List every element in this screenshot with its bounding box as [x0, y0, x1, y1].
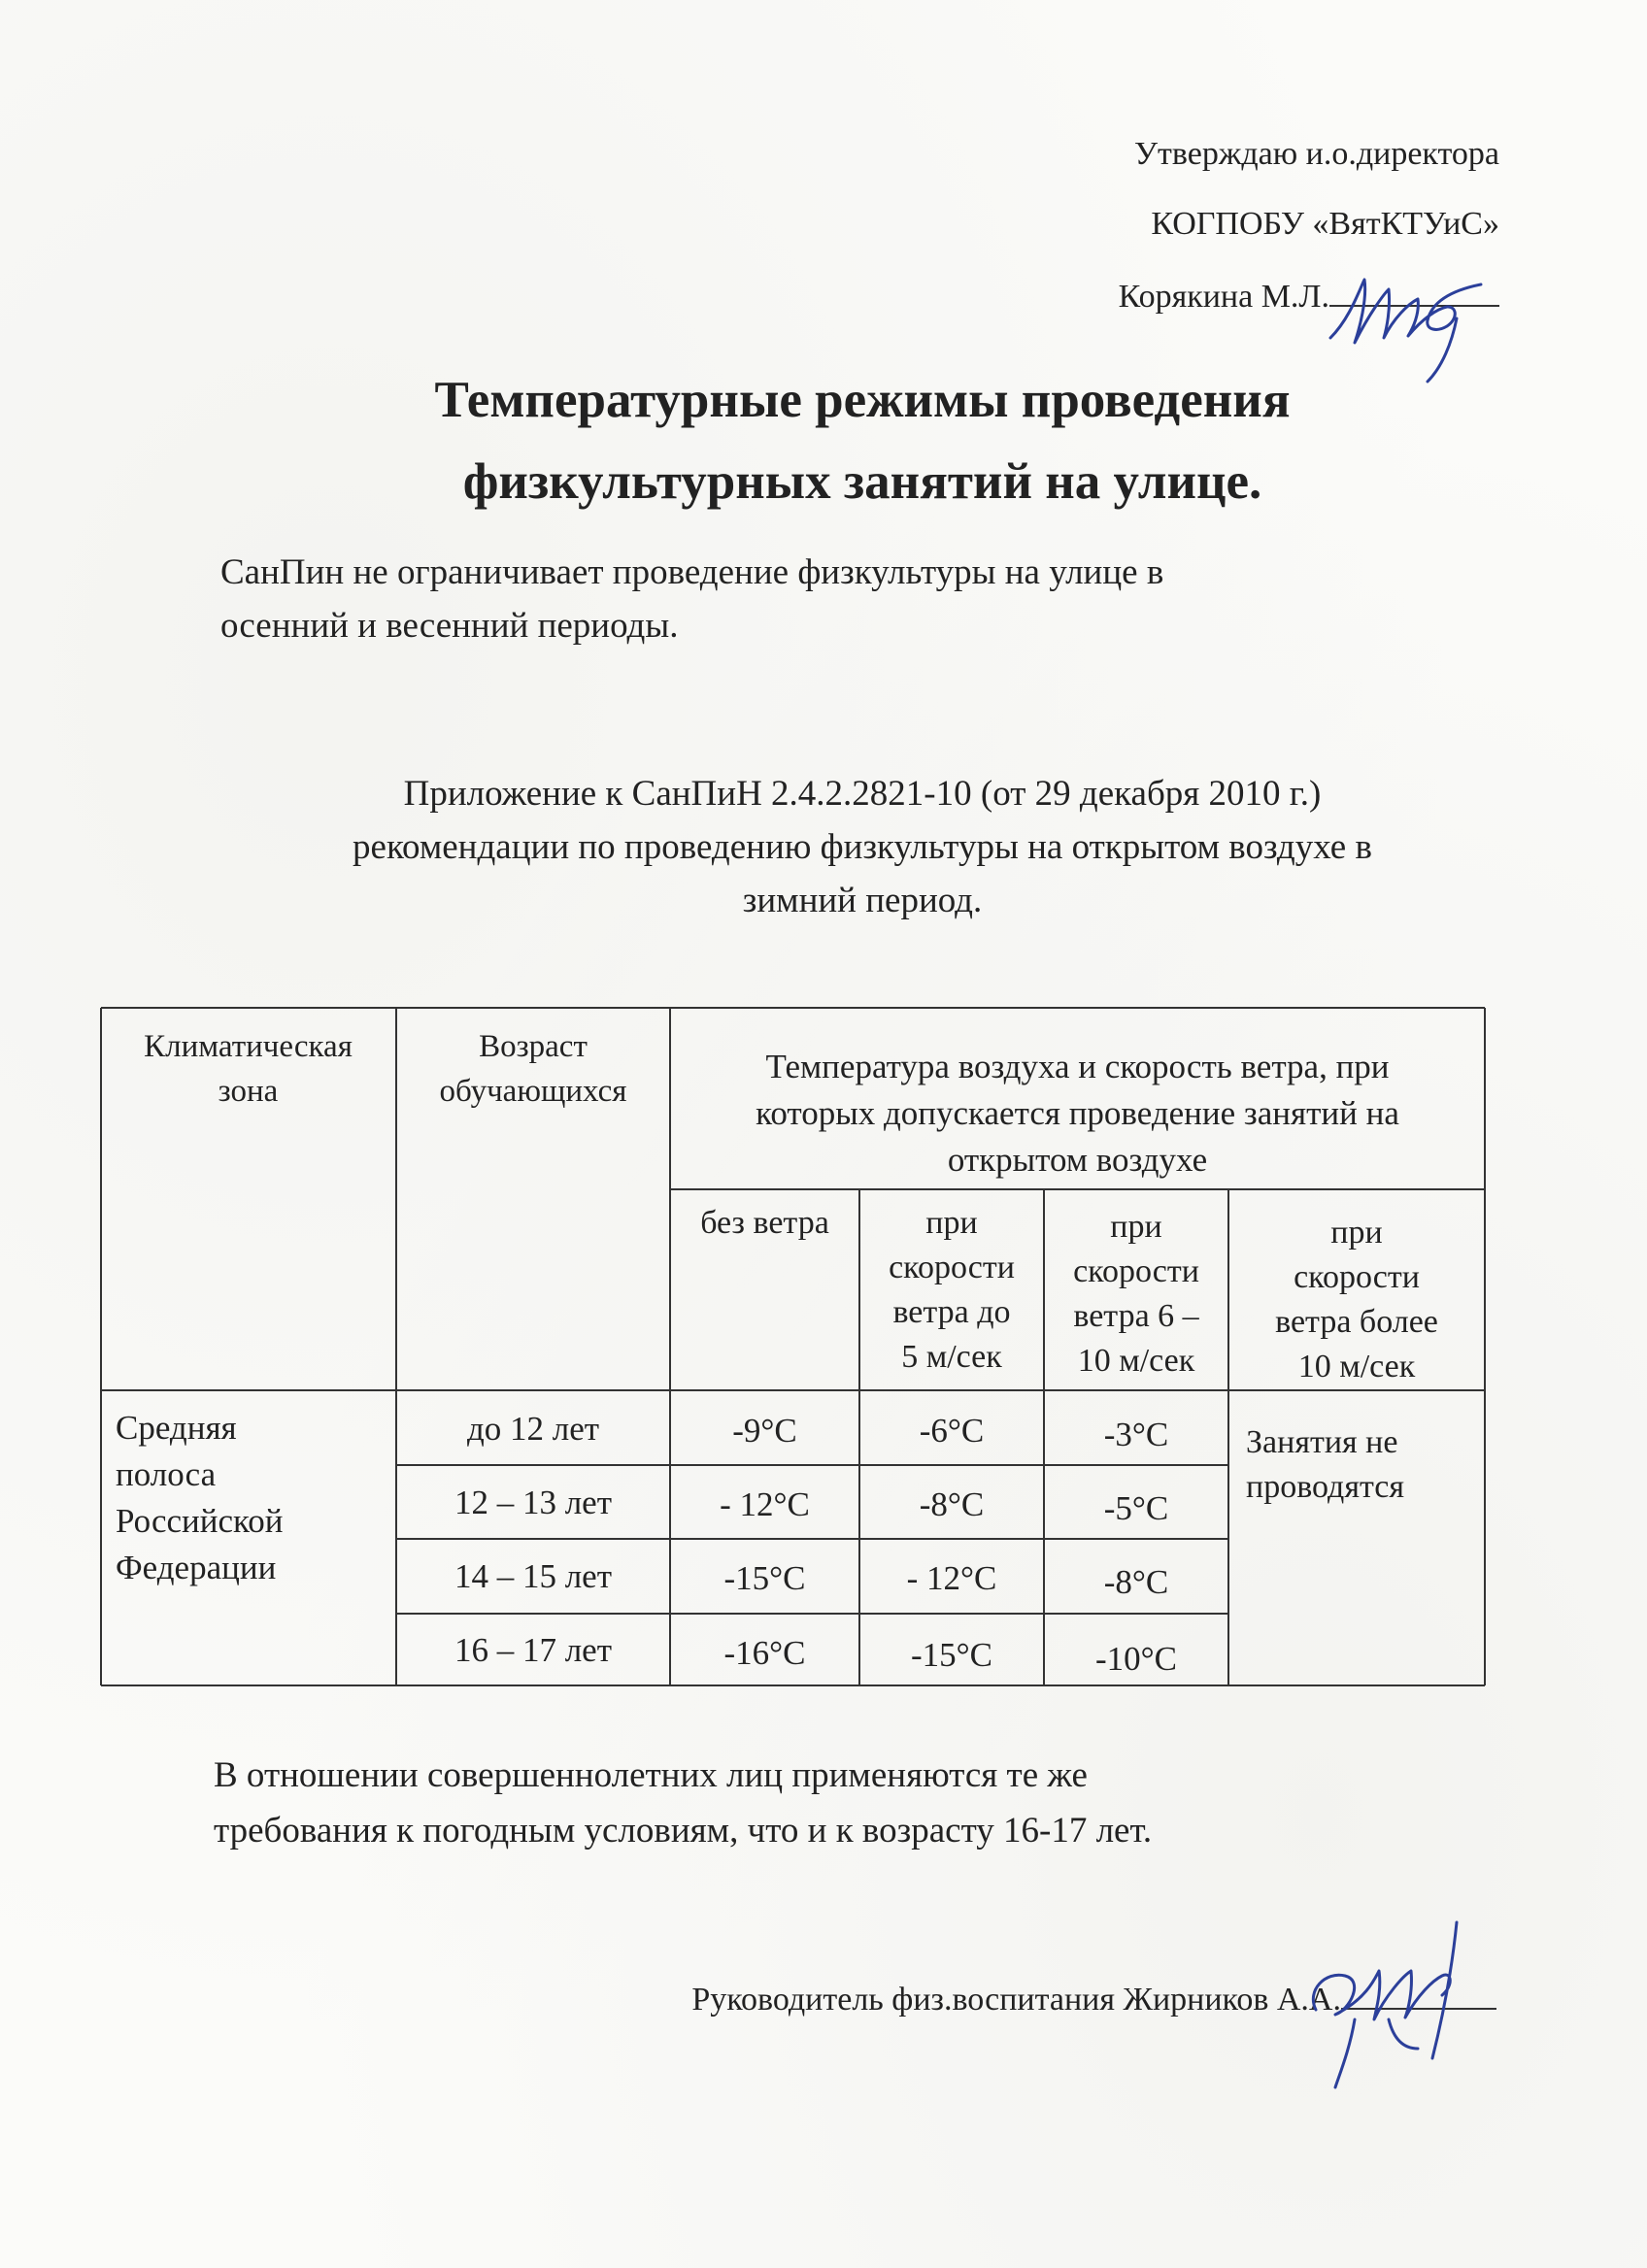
approval-line-1: Утверждаю и.о.директора	[1133, 136, 1499, 172]
row-3-wind-10: -8°С	[1103, 1563, 1169, 1601]
header-climate-zone: Климатическая зона	[144, 1029, 353, 1109]
footer-line-1: В отношении совершеннолетних лиц применяются те же	[214, 1755, 1088, 1795]
no-classes-cell: Занятия не проводятся	[1246, 1424, 1404, 1505]
subheader-no-wind: без ветра	[700, 1205, 829, 1241]
row-1-no-wind: -9°С	[732, 1412, 797, 1450]
climate-zone-cell: Средняя полоса Российской Федерации	[116, 1409, 284, 1586]
approval-block	[1119, 138, 1499, 314]
approval-signature-line	[1329, 278, 1499, 307]
subheader-wind-6-10: при скорости ветра 6 – 10 м/сек	[1073, 1209, 1199, 1379]
approval-line-3	[1119, 278, 1499, 314]
pe-head-signature-line	[1341, 1981, 1496, 2010]
subheader-wind-up-to-5: при скорости ветра до 5 м/сек	[889, 1205, 1015, 1375]
approver-name: Корякина М.Л.	[1118, 279, 1329, 315]
row-1-wind-10: -3°С	[1103, 1416, 1169, 1453]
temperature-table	[100, 1007, 1486, 1686]
row-2-wind-5: -8°С	[919, 1485, 985, 1523]
footer-line-2: требования к погодным условиям, что и к возрасту 16-17 лет.	[214, 1811, 1153, 1851]
appendix-line-3: зимний период.	[742, 881, 983, 920]
row-4-wind-5: -15°С	[911, 1636, 992, 1674]
pe-head-name: Руководитель физ.воспитания Жирников А.А.	[691, 1982, 1341, 2018]
intro-paragraph	[220, 546, 1483, 652]
intro-line-1: СанПин не ограничивает проведение физкультуры на улице в	[220, 552, 1164, 592]
appendix-paragraph	[0, 767, 1647, 927]
row-3-age: 14 – 15 лет	[454, 1557, 613, 1595]
row-2-age: 12 – 13 лет	[454, 1484, 613, 1521]
appendix-line-1: Приложение к СанПиН 2.4.2.2821-10 (от 29 декабря 2010 г.)	[403, 774, 1322, 814]
header-temperature-wind: Температура воздуха и скорость ветра, при которых допускается проведение занятий на открытом воздухе	[756, 1048, 1399, 1179]
title-line-2: физкультурных занятий на улице.	[462, 453, 1262, 510]
row-1-age: до 12 лет	[466, 1410, 600, 1448]
row-4-age: 16 – 17 лет	[454, 1631, 613, 1669]
row-4-no-wind: -16°С	[723, 1634, 806, 1672]
row-3-wind-5: - 12°С	[906, 1559, 997, 1597]
row-1-wind-5: -6°С	[919, 1412, 985, 1450]
row-3-no-wind: -15°С	[723, 1559, 806, 1597]
approval-line-2: КОГПОБУ «ВятКТУиС»	[1151, 206, 1499, 242]
document-title	[0, 359, 1647, 522]
row-2-wind-10: -5°С	[1103, 1489, 1169, 1527]
title-line-1: Температурные режимы проведения	[434, 372, 1291, 428]
footer-paragraph	[214, 1748, 1152, 1858]
header-student-age: Возраст обучающихся	[439, 1029, 627, 1109]
intro-line-2: осенний и весенний периоды.	[220, 606, 679, 646]
row-4-wind-10: -10°С	[1095, 1640, 1177, 1678]
appendix-line-2: рекомендации по проведению физкультуры на открытом воздухе в	[353, 827, 1372, 867]
pe-head-signature-block	[691, 1981, 1496, 2018]
row-2-no-wind: - 12°С	[720, 1485, 810, 1523]
subheader-wind-over-10: при скорости ветра более 10 м/сек	[1275, 1215, 1438, 1384]
